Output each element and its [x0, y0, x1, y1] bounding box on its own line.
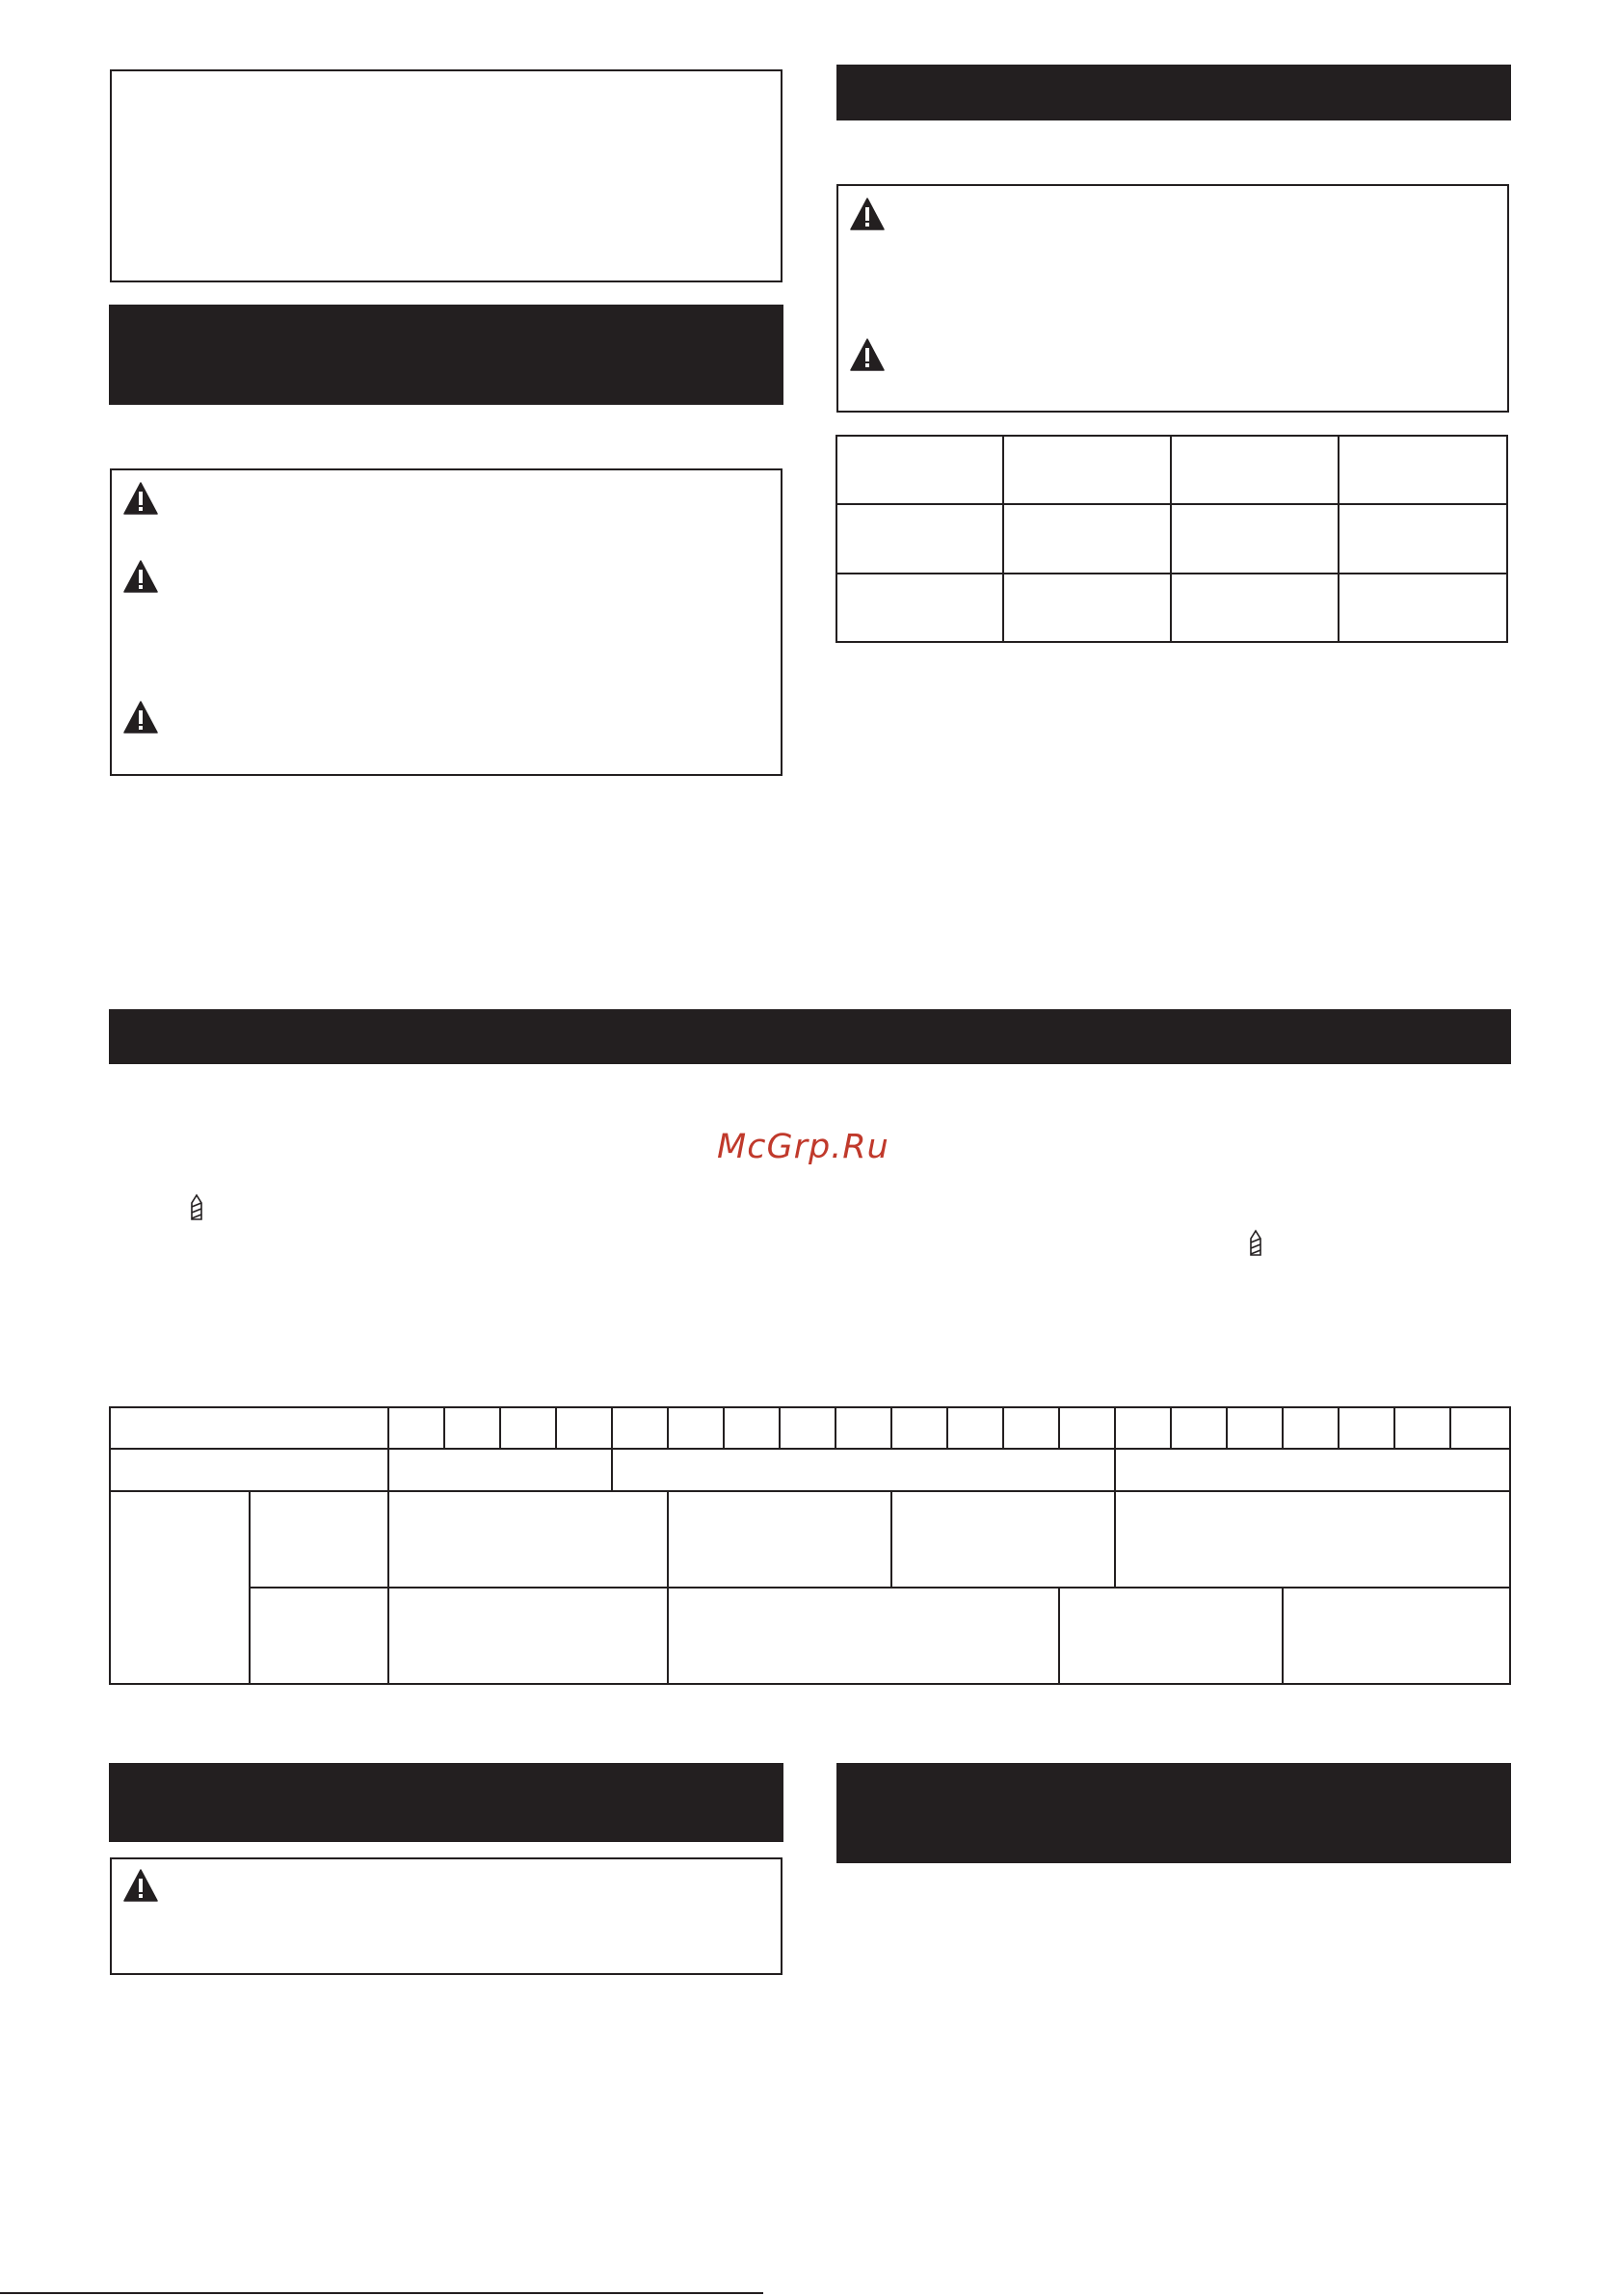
warning-triangle-icon: [123, 701, 158, 734]
settings-table: [109, 1406, 1511, 1685]
section-header-full: [109, 1009, 1511, 1064]
settings-table-grid: [109, 1406, 1511, 1685]
section-header-bottom-left: [109, 1763, 783, 1842]
page-footer-rule: [0, 2292, 763, 2294]
notice-box-top-left: [110, 69, 782, 282]
warning-box-left: [110, 468, 782, 776]
spec-table-grid: [836, 435, 1508, 643]
section-header-bottom-right: [836, 1763, 1511, 1863]
warning-triangle-icon: [850, 338, 885, 371]
drill-bit-icon: [189, 1193, 204, 1220]
spec-table-right: [836, 435, 1508, 643]
watermark-text: McGrp.Ru: [717, 1128, 889, 1166]
warning-box-right: [836, 184, 1509, 413]
section-header-right-1: [836, 65, 1511, 120]
section-header-left-1: [109, 305, 783, 405]
warning-box-bottom-left: [110, 1857, 782, 1975]
warning-triangle-icon: [123, 482, 158, 515]
drill-bit-icon: [1248, 1229, 1263, 1256]
warning-triangle-icon: [850, 198, 885, 230]
warning-triangle-icon: [123, 560, 158, 593]
warning-triangle-icon: [123, 1869, 158, 1902]
